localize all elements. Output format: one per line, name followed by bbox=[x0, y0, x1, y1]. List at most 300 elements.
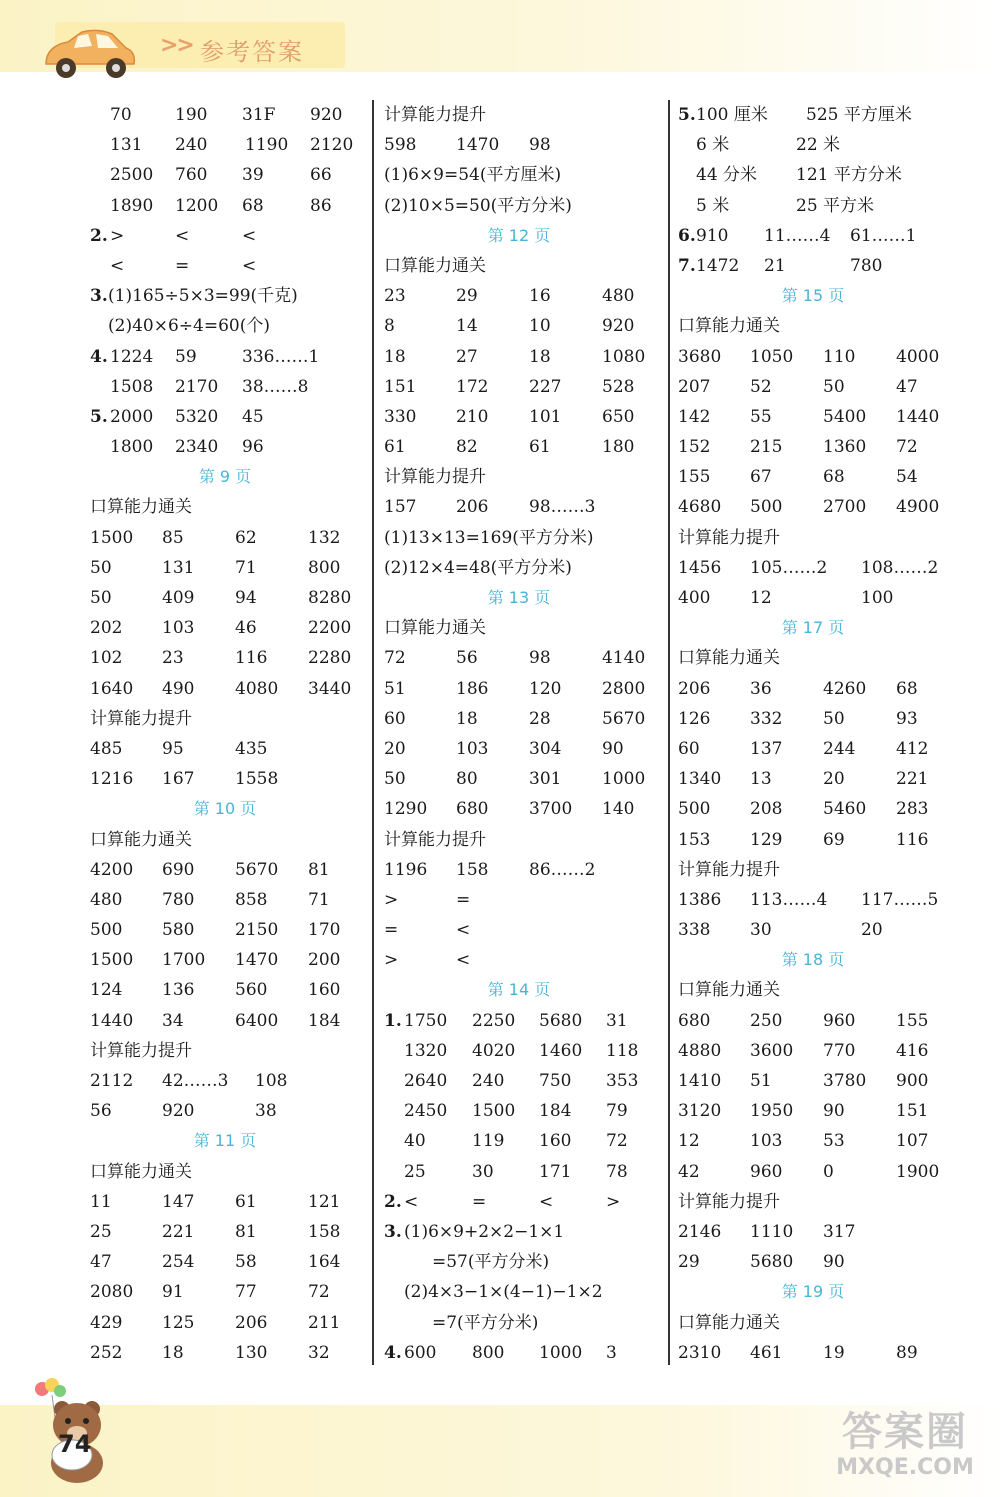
answer-row bbox=[90, 583, 370, 613]
answer-row bbox=[678, 794, 968, 824]
answer-value: 69 bbox=[823, 829, 845, 850]
question-number: 4. bbox=[90, 346, 108, 367]
answer-value: 330 bbox=[384, 406, 417, 427]
answer-value: 210 bbox=[456, 406, 489, 427]
answer-value: 103 bbox=[162, 618, 195, 639]
answer-value: 1750 bbox=[404, 1010, 448, 1031]
answer-value: (2)10×5=50(平方分米) bbox=[384, 195, 572, 216]
answer-value: 29 bbox=[456, 286, 478, 307]
answer-row bbox=[678, 553, 968, 583]
answer-row bbox=[678, 1338, 968, 1368]
answer-value: < bbox=[175, 225, 190, 246]
answer-value: 0 bbox=[823, 1161, 834, 1182]
answer-value: 920 bbox=[162, 1101, 195, 1122]
answer-value: 140 bbox=[602, 799, 635, 820]
answer-value: 202 bbox=[90, 618, 123, 639]
answer-value: 4140 bbox=[602, 648, 646, 669]
answer-value: 147 bbox=[162, 1191, 195, 1212]
answer-value: 61……1 bbox=[850, 225, 917, 246]
answer-row bbox=[384, 523, 664, 553]
answer-value: 5320 bbox=[175, 406, 219, 427]
answer-value: 3 bbox=[606, 1342, 617, 1363]
answer-value: 68 bbox=[896, 678, 918, 699]
answer-value: 60 bbox=[678, 738, 700, 759]
answer-row bbox=[678, 1157, 968, 1187]
answer-value: 3780 bbox=[823, 1071, 867, 1091]
answer-value: 90 bbox=[823, 1101, 845, 1122]
answer-row bbox=[678, 100, 968, 130]
answer-value: 5680 bbox=[539, 1010, 583, 1031]
answer-value: 1196 bbox=[384, 859, 428, 880]
answer-row bbox=[90, 100, 370, 130]
answer-value: 770 bbox=[823, 1040, 856, 1061]
answer-value: 151 bbox=[384, 376, 417, 397]
answer-row bbox=[90, 372, 370, 402]
answer-row bbox=[384, 1217, 664, 1247]
answer-value: 79 bbox=[606, 1101, 628, 1122]
column-divider-1 bbox=[372, 100, 374, 1365]
answer-value: 1500 bbox=[90, 527, 134, 548]
answer-value: 317 bbox=[823, 1221, 856, 1242]
answer-row bbox=[678, 1126, 968, 1156]
answer-value: 170 bbox=[308, 920, 341, 941]
answer-value: 1320 bbox=[404, 1040, 448, 1061]
answer-value: 30 bbox=[750, 920, 772, 941]
answer-value: 20 bbox=[823, 769, 845, 790]
answer-row bbox=[90, 674, 370, 704]
question-number: 5. bbox=[90, 406, 108, 427]
answer-value: 29 bbox=[678, 1252, 700, 1273]
answer-row bbox=[678, 221, 968, 251]
answer-value: < bbox=[456, 950, 471, 971]
answer-value: 100 bbox=[861, 588, 894, 608]
answer-value: 338 bbox=[678, 920, 711, 941]
answer-value: 184 bbox=[539, 1101, 572, 1122]
answer-value: 151 bbox=[896, 1101, 929, 1122]
answer-value: 89 bbox=[896, 1342, 918, 1363]
answer-value: 1558 bbox=[235, 769, 279, 790]
answer-value: 81 bbox=[235, 1221, 257, 1242]
answer-value: =57(平方分米) bbox=[432, 1252, 550, 1273]
answer-value: =7(平方分米) bbox=[432, 1312, 539, 1333]
answer-value: 94 bbox=[235, 588, 257, 608]
answer-value: 47 bbox=[896, 376, 918, 397]
answer-row bbox=[90, 1187, 370, 1217]
answer-value: (1)6×9+2×2−1×1 bbox=[404, 1221, 565, 1242]
answer-value: 5670 bbox=[602, 708, 646, 729]
answer-value: 61 bbox=[235, 1191, 257, 1212]
answer-value: 5 米 bbox=[696, 195, 730, 216]
answer-value: 42 bbox=[678, 1161, 700, 1182]
section-heading: 计算能力提升 bbox=[678, 859, 780, 880]
answer-row bbox=[384, 855, 664, 885]
watermark-text: 答案圈 bbox=[842, 1409, 968, 1455]
answer-value: 680 bbox=[678, 1010, 711, 1031]
answer-value: 400 bbox=[678, 588, 711, 608]
answer-value: 4680 bbox=[678, 497, 722, 518]
answer-value: 3600 bbox=[750, 1040, 794, 1061]
answer-value: 72 bbox=[384, 648, 406, 669]
answer-row bbox=[678, 160, 968, 190]
answer-row bbox=[90, 975, 370, 1005]
answer-value: 215 bbox=[750, 437, 783, 458]
answer-value: > bbox=[606, 1191, 621, 1212]
answer-value: 100 厘米 bbox=[696, 105, 768, 125]
answer-value: 93 bbox=[896, 708, 918, 729]
answer-value: 101 bbox=[529, 406, 562, 427]
answer-value: 72 bbox=[606, 1131, 628, 1152]
answer-row bbox=[678, 130, 968, 160]
answer-value: 60 bbox=[384, 708, 406, 729]
answer-row bbox=[90, 643, 370, 673]
answer-value: (1)6×9=54(平方厘米) bbox=[384, 165, 562, 186]
answer-value: 528 bbox=[602, 376, 635, 397]
answer-value: 485 bbox=[90, 738, 123, 759]
answer-row bbox=[384, 1247, 664, 1277]
answer-value: 6400 bbox=[235, 1010, 279, 1031]
answer-value: 2450 bbox=[404, 1101, 448, 1122]
car-icon bbox=[38, 26, 138, 82]
answer-value: 50 bbox=[90, 588, 112, 608]
answer-value: 58 bbox=[235, 1252, 257, 1273]
answer-row bbox=[384, 492, 664, 522]
answer-value: 690 bbox=[162, 859, 195, 880]
answer-row bbox=[384, 1036, 664, 1066]
answer-value: 71 bbox=[235, 557, 257, 578]
answer-value: 72 bbox=[896, 437, 918, 458]
answer-value: = bbox=[456, 889, 471, 910]
answer-value: 200 bbox=[308, 950, 341, 971]
section-heading: 计算能力提升 bbox=[384, 105, 486, 125]
answer-value: 28 bbox=[529, 708, 551, 729]
answer-row bbox=[384, 553, 664, 583]
answer-value: 525 平方厘米 bbox=[806, 105, 912, 125]
answer-value: 3700 bbox=[529, 799, 573, 820]
answer-value: 68 bbox=[823, 467, 845, 488]
answer-row bbox=[90, 734, 370, 764]
answer-value: 27 bbox=[456, 346, 478, 367]
answer-value: 3680 bbox=[678, 346, 722, 367]
answer-value: 155 bbox=[678, 467, 711, 488]
section-heading: 口算能力通关 bbox=[678, 980, 780, 1001]
answer-value: 4260 bbox=[823, 678, 867, 699]
page-marker: 第 17 页 bbox=[781, 618, 845, 638]
answer-value: 19 bbox=[823, 1342, 845, 1363]
answer-value: 82 bbox=[456, 437, 478, 458]
answer-value: = bbox=[472, 1191, 487, 1212]
answer-value: 920 bbox=[310, 105, 343, 125]
page-marker: 第 11 页 bbox=[193, 1131, 257, 1151]
answer-value: 500 bbox=[678, 799, 711, 820]
answer-row bbox=[384, 1066, 664, 1096]
answer-row bbox=[678, 191, 968, 221]
answer-row bbox=[384, 1157, 664, 1187]
answer-value: 900 bbox=[896, 1071, 929, 1091]
answer-value: 5670 bbox=[235, 859, 279, 880]
answer-value: 10 bbox=[529, 316, 551, 337]
answer-value: 180 bbox=[602, 437, 635, 458]
answer-row bbox=[678, 492, 968, 522]
answer-row bbox=[90, 1096, 370, 1126]
answer-row bbox=[90, 613, 370, 643]
answer-value: 126 bbox=[678, 708, 711, 729]
answer-row bbox=[90, 1308, 370, 1338]
answer-value: 56 bbox=[90, 1101, 112, 1122]
answer-value: 80 bbox=[456, 769, 478, 790]
answer-row bbox=[678, 1217, 968, 1247]
section-heading: 口算能力通关 bbox=[384, 255, 486, 276]
answer-column-right bbox=[678, 100, 968, 1368]
answer-value: 131 bbox=[162, 557, 195, 578]
answer-value: 124 bbox=[90, 980, 123, 1001]
answer-value: 40 bbox=[404, 1131, 426, 1152]
section-heading: 口算能力通关 bbox=[384, 618, 486, 639]
answer-value: 98 bbox=[529, 135, 551, 156]
question-number: 3. bbox=[384, 1221, 402, 1242]
answer-value: 103 bbox=[456, 738, 489, 759]
watermark bbox=[820, 1410, 990, 1488]
answer-value: < bbox=[242, 255, 257, 276]
answer-value: 208 bbox=[750, 799, 783, 820]
answer-row bbox=[384, 432, 664, 462]
answer-value: < bbox=[110, 255, 125, 276]
answer-value: 31F bbox=[242, 105, 276, 125]
answer-value: 1456 bbox=[678, 557, 722, 578]
answer-value: 90 bbox=[823, 1252, 845, 1273]
answer-row bbox=[678, 885, 968, 915]
answer-value: 598 bbox=[384, 135, 417, 156]
answer-value: 412 bbox=[896, 738, 929, 759]
answer-value: 61 bbox=[529, 437, 551, 458]
answer-value: 780 bbox=[162, 889, 195, 910]
answer-value: 121 平方分米 bbox=[796, 165, 902, 186]
answer-value: 38……8 bbox=[242, 376, 309, 397]
answer-value: 560 bbox=[235, 980, 268, 1001]
answer-value: 117……5 bbox=[861, 889, 939, 910]
answer-row bbox=[678, 764, 968, 794]
answer-value: 2640 bbox=[404, 1071, 448, 1091]
answer-value: 56 bbox=[456, 648, 478, 669]
answer-row bbox=[384, 734, 664, 764]
answer-value: 153 bbox=[678, 829, 711, 850]
answer-value: 1460 bbox=[539, 1040, 583, 1061]
answer-value: 86 bbox=[310, 195, 332, 216]
answer-row bbox=[384, 945, 664, 975]
answer-row bbox=[384, 1187, 664, 1217]
answer-value: 45 bbox=[242, 406, 264, 427]
answer-value: 81 bbox=[308, 859, 330, 880]
answer-value: 1950 bbox=[750, 1101, 794, 1122]
answer-value: 116 bbox=[896, 829, 929, 850]
page-marker: 第 15 页 bbox=[781, 286, 845, 306]
page-marker: 第 13 页 bbox=[487, 588, 551, 607]
answer-value: 164 bbox=[308, 1252, 341, 1273]
section-heading: 口算能力通关 bbox=[678, 316, 780, 337]
answer-value: 206 bbox=[235, 1312, 268, 1333]
answer-value: 11 bbox=[90, 1191, 112, 1212]
answer-row bbox=[90, 1338, 370, 1368]
page-marker: 第 18 页 bbox=[781, 950, 845, 970]
answer-value: 160 bbox=[308, 980, 341, 1001]
answer-value: 91 bbox=[162, 1282, 184, 1303]
answer-value: 113……4 bbox=[750, 889, 828, 910]
answer-value: 157 bbox=[384, 497, 417, 518]
answer-value: = bbox=[384, 920, 399, 941]
answer-row bbox=[384, 1338, 664, 1368]
answer-value: 118 bbox=[606, 1040, 639, 1061]
answer-value: 206 bbox=[678, 678, 711, 699]
answer-row bbox=[384, 1126, 664, 1156]
answer-value: < bbox=[456, 920, 471, 941]
answer-value: 1200 bbox=[175, 195, 219, 216]
answer-row bbox=[90, 1066, 370, 1096]
answer-row bbox=[384, 311, 664, 341]
answer-row bbox=[384, 915, 664, 945]
answer-row bbox=[384, 885, 664, 915]
answer-row bbox=[678, 674, 968, 704]
answer-value: 18 bbox=[456, 708, 478, 729]
answer-value: 650 bbox=[602, 406, 635, 427]
answer-value: 120 bbox=[529, 678, 562, 699]
answer-row bbox=[90, 281, 370, 311]
answer-row bbox=[678, 1066, 968, 1096]
answer-value: 1470 bbox=[235, 950, 279, 971]
answer-value: 20 bbox=[861, 920, 883, 941]
answer-value: 2340 bbox=[175, 437, 219, 458]
answer-value: 227 bbox=[529, 376, 562, 397]
answer-row bbox=[90, 855, 370, 885]
answer-value: 4020 bbox=[472, 1040, 516, 1061]
section-heading: 口算能力通关 bbox=[90, 497, 192, 518]
answer-row bbox=[678, 583, 968, 613]
answer-value: 1508 bbox=[110, 376, 154, 397]
answer-value: 71 bbox=[308, 889, 330, 910]
answer-row bbox=[384, 1308, 664, 1338]
answer-value: 77 bbox=[235, 1282, 257, 1303]
answer-row bbox=[90, 160, 370, 190]
answer-row bbox=[90, 553, 370, 583]
page-marker: 第 12 页 bbox=[487, 225, 551, 245]
question-number: 6. bbox=[678, 225, 696, 246]
answer-value: 152 bbox=[678, 437, 711, 458]
answer-row bbox=[678, 342, 968, 372]
answer-row bbox=[90, 915, 370, 945]
answer-value: 171 bbox=[539, 1161, 572, 1182]
answer-row bbox=[90, 191, 370, 221]
answer-value: 38 bbox=[255, 1101, 277, 1122]
answer-value: < bbox=[539, 1191, 554, 1212]
answer-value: 2000 bbox=[110, 406, 154, 427]
answer-row bbox=[90, 432, 370, 462]
answer-value: 429 bbox=[90, 1312, 123, 1333]
answer-row bbox=[678, 1096, 968, 1126]
answer-value: 51 bbox=[750, 1071, 772, 1091]
answer-value: 760 bbox=[175, 165, 208, 186]
answer-value: 167 bbox=[162, 769, 195, 790]
answer-row bbox=[384, 130, 664, 160]
answer-value: 86……2 bbox=[529, 859, 596, 880]
answer-column-middle bbox=[384, 100, 664, 1368]
answer-value: 780 bbox=[850, 255, 883, 276]
answer-value: 53 bbox=[823, 1131, 845, 1152]
answer-value: 131 bbox=[110, 135, 143, 156]
answer-value: 2250 bbox=[472, 1010, 516, 1031]
answer-value: 132 bbox=[308, 527, 341, 548]
answer-value: > bbox=[110, 225, 125, 246]
answer-column-left bbox=[90, 100, 370, 1368]
answer-row bbox=[90, 402, 370, 432]
answer-value: (1)13×13=169(平方分米) bbox=[384, 527, 594, 548]
answer-value: 1000 bbox=[539, 1342, 583, 1363]
page-marker: 第 10 页 bbox=[193, 799, 257, 819]
answer-row bbox=[678, 372, 968, 402]
answer-row bbox=[678, 825, 968, 855]
answer-row bbox=[384, 1006, 664, 1036]
answer-value: 254 bbox=[162, 1252, 195, 1273]
answer-row bbox=[384, 794, 664, 824]
answer-value: 90 bbox=[602, 738, 624, 759]
answer-value: 102 bbox=[90, 648, 123, 669]
answer-value: 2310 bbox=[678, 1342, 722, 1363]
answer-value: 18 bbox=[529, 346, 551, 367]
page-number: 74 bbox=[58, 1430, 92, 1458]
answer-value: 172 bbox=[456, 376, 489, 397]
answer-row bbox=[384, 372, 664, 402]
answer-value: 95 bbox=[162, 738, 184, 759]
answer-row bbox=[678, 462, 968, 492]
section-heading: 计算能力提升 bbox=[384, 829, 486, 850]
answer-value: 332 bbox=[750, 708, 783, 729]
answer-value: 920 bbox=[602, 316, 635, 337]
answer-value: 12 bbox=[750, 588, 772, 608]
answer-value: 3120 bbox=[678, 1101, 722, 1122]
answer-value: 500 bbox=[90, 920, 123, 941]
question-number: 3. bbox=[90, 286, 108, 307]
answer-value: 129 bbox=[750, 829, 783, 850]
question-number: 1. bbox=[384, 1010, 402, 1031]
answer-value: 4900 bbox=[896, 497, 940, 518]
question-number: 4. bbox=[384, 1342, 402, 1363]
answer-row bbox=[678, 915, 968, 945]
answer-value: 301 bbox=[529, 769, 562, 790]
section-heading: 口算能力通关 bbox=[678, 1312, 780, 1333]
answer-value: 107 bbox=[896, 1131, 929, 1152]
answer-value: 105……2 bbox=[750, 557, 828, 578]
answer-value: 240 bbox=[175, 135, 208, 156]
answer-value: 55 bbox=[750, 406, 772, 427]
answer-value: 44 分米 bbox=[696, 165, 758, 186]
answer-value: 34 bbox=[162, 1010, 184, 1031]
answer-value: 2150 bbox=[235, 920, 279, 941]
answer-value: 1050 bbox=[750, 346, 794, 367]
answer-value: 46 bbox=[235, 618, 257, 639]
answer-value: (2)4×3−1×(4−1)−1×2 bbox=[404, 1282, 603, 1303]
answer-row bbox=[384, 704, 664, 734]
answer-value: 240 bbox=[472, 1071, 505, 1091]
answer-value: 116 bbox=[235, 648, 268, 669]
answer-value: 1190 bbox=[245, 135, 289, 156]
answer-value: 96 bbox=[242, 437, 264, 458]
answer-value: 51 bbox=[384, 678, 406, 699]
answer-value: 8 bbox=[384, 316, 395, 337]
answer-row bbox=[384, 1096, 664, 1126]
answer-value: 72 bbox=[308, 1282, 330, 1303]
answer-value: 480 bbox=[602, 286, 635, 307]
answer-value: 70 bbox=[110, 105, 132, 125]
answer-value: 158 bbox=[456, 859, 489, 880]
answer-value: 1500 bbox=[90, 950, 134, 971]
answer-row bbox=[384, 191, 664, 221]
